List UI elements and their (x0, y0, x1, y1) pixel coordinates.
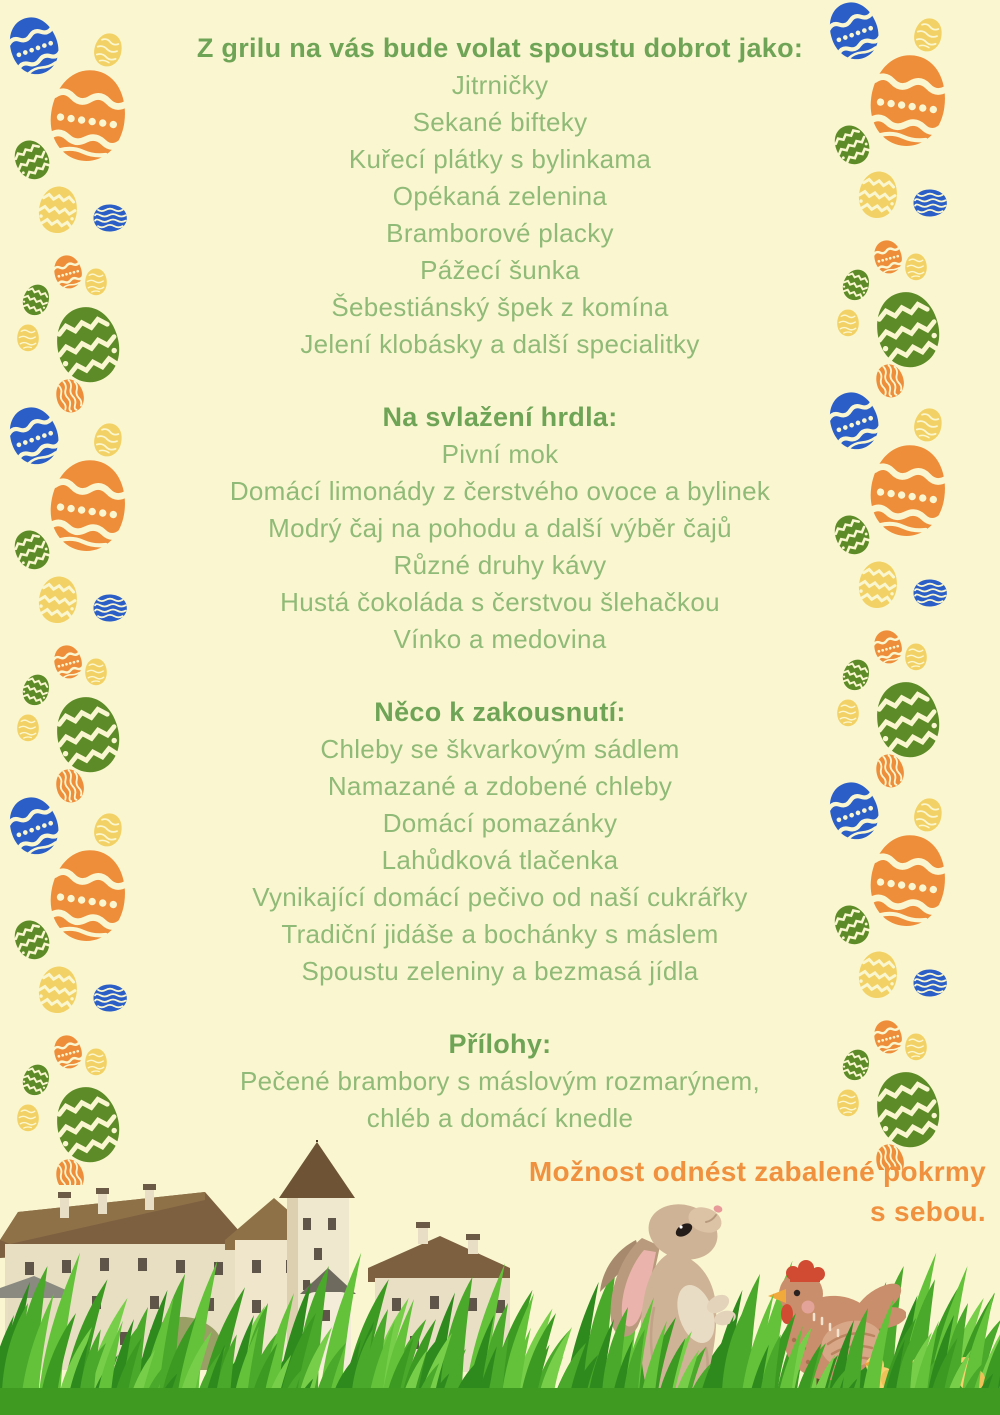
section-heading: Něco k zakousnutí: (374, 697, 626, 727)
menu-item: Modrý čaj na pohodu a další výběr čajů (268, 513, 732, 543)
menu-item: Vynikající domácí pečivo od naší cukrářky (252, 882, 748, 912)
takeaway-note-line: s sebou. (870, 1196, 986, 1227)
menu-item: Bramborové placky (386, 218, 614, 248)
section-heading: Na svlažení hrdla: (382, 402, 618, 432)
menu-section-sides (0, 1026, 1000, 1137)
menu-item: Spoustu zeleniny a bezmasá jídla (301, 956, 699, 986)
menu-item: Opékaná zelenina (392, 181, 608, 211)
menu-item: Jelení klobásky a další specialitky (300, 329, 700, 359)
takeaway-note-line: Možnost odnést zabalené pokrmy (528, 1156, 986, 1187)
menu-item: Kuřecí plátky s bylinkama (348, 144, 652, 174)
menu-item: Tradiční jidáše a bochánky s máslem (281, 919, 719, 949)
menu-section-snacks (0, 694, 1000, 990)
section-heading: Přílohy: (448, 1029, 552, 1059)
takeaway-note (346, 1152, 986, 1232)
menu-item: Různé druhy kávy (393, 550, 607, 580)
menu-item: Domácí pomazánky (382, 808, 618, 838)
menu-item: Sekané bifteky (412, 107, 588, 137)
menu-item: Vínko a medovina (393, 624, 607, 654)
menu-item: Namazané a zdobené chleby (327, 771, 673, 801)
menu (0, 30, 1000, 1137)
menu-item: Pivní mok (441, 439, 559, 469)
menu-item: Lahůdková tlačenka (381, 845, 619, 875)
grass-front-icon (0, 1292, 1000, 1415)
menu-section-drinks (0, 399, 1000, 658)
section-heading: Z grilu na vás bude volat spoustu dobrot jako: (196, 33, 804, 63)
menu-item: Domácí limonády z čerstvého ovoce a bylinek (229, 476, 771, 506)
menu-item: Jitrničky (451, 70, 549, 100)
menu-item: Hustá čokoláda s čerstvou šlehačkou (280, 587, 720, 617)
menu-section-grill (0, 30, 1000, 363)
menu-item: Chleby se škvarkovým sádlem (320, 734, 680, 764)
menu-item: Šebestiánský špek z komína (331, 292, 669, 322)
menu-item: chléb a domácí knedle (366, 1103, 634, 1133)
menu-item: Pážecí šunka (420, 255, 580, 285)
menu-item: Pečené brambory s máslovým rozmarýnem, (240, 1066, 760, 1096)
